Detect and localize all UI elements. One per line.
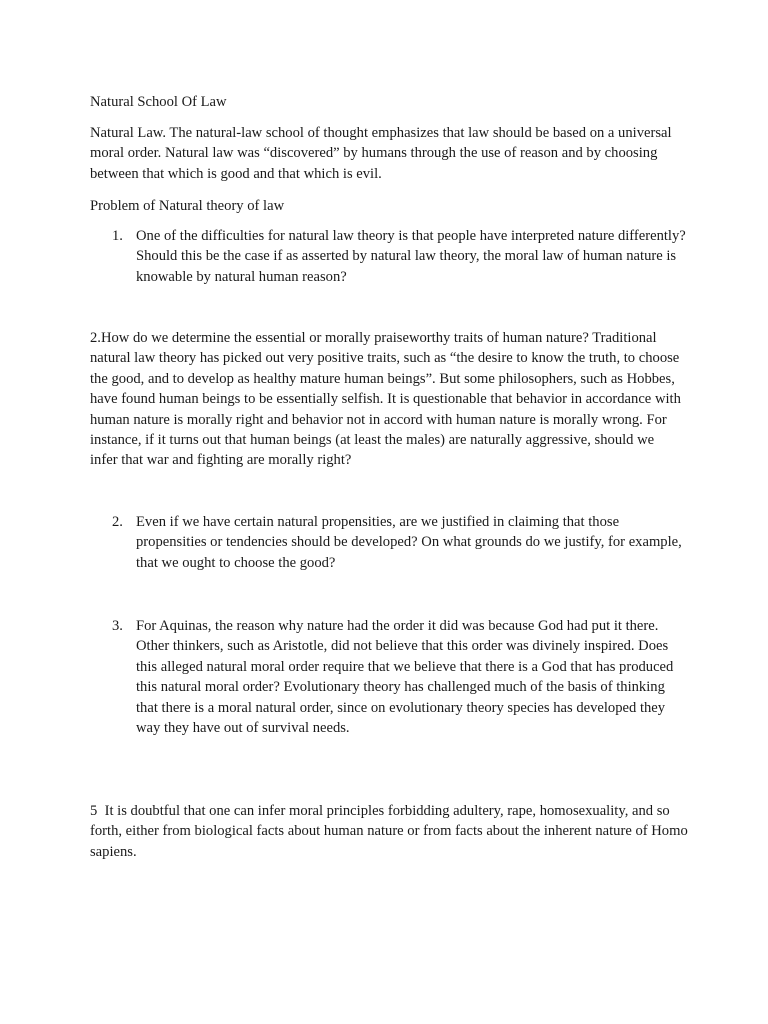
list-item-3-number: 3.	[112, 618, 123, 634]
intro-paragraph: Natural Law. The natural-law school of thought emphasizes that law should be based on a universal moral order. Natural law was “discovered” by humans through the use of reason and by choosing between that which is good and that which is evil.	[90, 125, 672, 182]
list-item-1-text: One of the difficulties for natural law theory is that people have interpreted nature differently? Should this be the case if as asserted by natural law theory, the moral law of human nature is knowable by natural human reason?	[136, 228, 686, 285]
list-item-3-text: For Aquinas, the reason why nature had the order it did was because God had put it there. Other thinkers, such as Aristotle, did not believe that this order was divinely inspired. Does this alleged natural moral order require that we believe that there is a God that has produced this natural moral order? Evolutionary theory has challenged much of the basis of thinking that there is a moral natural order, since on evolutionary theory species has developed they way they have out of survival needs.	[136, 618, 674, 737]
paragraph-2: 2.How do we determine the essential or morally praiseworthy traits of human nature? Traditional natural law theory has picked out very positive traits, such as “the desire to know the truth, to choose the good, and to develop as healthy mature human beings”. But some philosophers, such as Hobbes, have found human beings to be essentially selfish. It is questionable that behavior in accordance with human nature is morally right and behavior not in accord with human nature is morally wrong. For instance, if it turns out that human beings (at least the males) are naturally aggressive, should we infer that war and fighting are morally right?	[90, 330, 681, 469]
paragraph-5: 5 It is doubtful that one can infer moral principles forbidding adultery, rape, homosexuality, and so forth, either from biological facts about human nature or from facts about the inherent nature of Homo sapiens.	[90, 803, 692, 860]
list-item-3	[90, 616, 690, 738]
document-title: Natural School Of Law	[90, 94, 227, 110]
list-item-1-number: 1.	[112, 228, 123, 244]
list-item-1	[90, 226, 690, 287]
list-item-2-text: Even if we have certain natural propensities, are we justified in claiming that those propensities or tendencies should be developed? On what grounds do we justify, for example, that we ought to choose the good?	[136, 514, 682, 571]
list-item-2-number: 2.	[112, 514, 123, 530]
list-item-2	[90, 512, 690, 573]
section-subheading: Problem of Natural theory of law	[90, 198, 285, 214]
